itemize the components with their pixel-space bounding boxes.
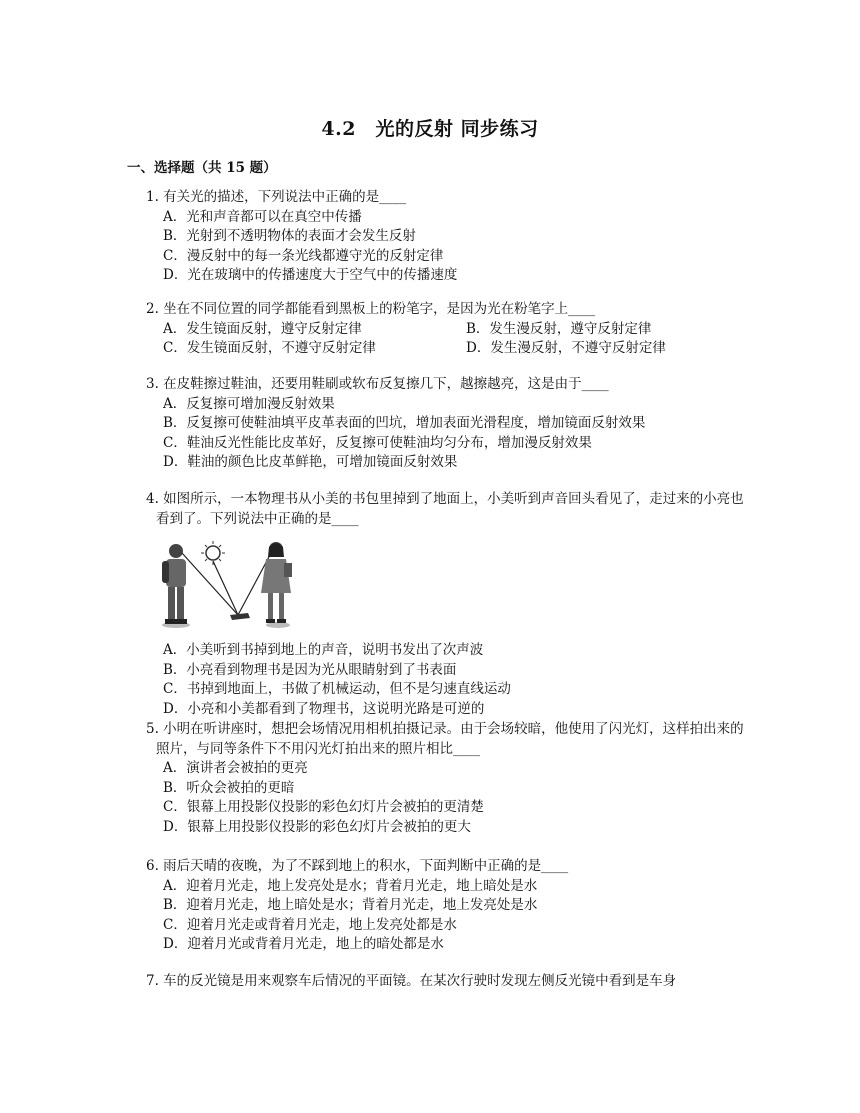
option-d: D．迎着月光或背着月光走，地上的暗处都是水 bbox=[163, 936, 444, 952]
option-c: C．鞋油反光性能比皮革好，反复擦可使鞋油均匀分布，增加漫反射效果 bbox=[163, 434, 592, 451]
option-d: D．发生漫反射，不遵守反射定律 bbox=[466, 340, 666, 356]
option-b: B．迎着月光走，地上暗处是水；背着月光走，地上发亮处是水 bbox=[163, 897, 538, 913]
question-stem: 3. 在皮鞋擦过鞋油，还要用鞋刷或软布反复擦几下，越擦越亮，这是由于____ bbox=[146, 376, 609, 392]
option-c: C．漫反射中的每一条光线都遵守光的反射定律 bbox=[163, 247, 444, 264]
option-b: B．小亮看到物理书是因为光从眼睛射到了书表面 bbox=[163, 661, 457, 678]
option-a: A．反复擦可增加漫反射效果 bbox=[163, 395, 335, 412]
question-7 bbox=[146, 972, 746, 992]
option-d: D．银幕上用投影仪投影的彩色幻灯片会被拍的更大 bbox=[163, 818, 471, 835]
option-list bbox=[146, 877, 746, 955]
question-stem: 7. 车的反光镜是用来观察车后情况的平面镜。在某次行驶时发现左侧反光镜中看到是车身 bbox=[146, 973, 677, 989]
question-figure bbox=[158, 539, 308, 631]
option-d: D．光在玻璃中的传播速度大于空气中的传播速度 bbox=[163, 267, 458, 283]
option-d: D．小亮和小美都看到了物理书，这说明光路是可逆的 bbox=[163, 700, 485, 717]
option-a: A．演讲者会被拍的更亮 bbox=[163, 760, 308, 776]
question-stem: 5. 小明在听讲座时，想把会场情况用相机拍摄记录。由于会场较暗，他使用了闪光灯，这样拍出来的照片，与同等条件下不用闪光灯拍出来的照片相比____ bbox=[146, 721, 744, 757]
option-d: D．鞋油的颜色比皮革鲜艳，可增加镜面反射效果 bbox=[163, 454, 458, 470]
option-list bbox=[146, 759, 746, 837]
question-4 bbox=[146, 490, 746, 719]
section-heading: 一、选择题（共 15 题） bbox=[127, 160, 277, 176]
option-a: A．发生镜面反射，遵守反射定律 bbox=[163, 320, 362, 337]
question-5 bbox=[146, 720, 746, 837]
option-c: C．书掉到地面上，书做了机械运动，但不是匀速直线运动 bbox=[163, 681, 511, 697]
question-1 bbox=[146, 188, 746, 286]
option-list bbox=[146, 395, 746, 473]
question-3 bbox=[146, 375, 746, 473]
question-2 bbox=[146, 300, 746, 359]
option-list bbox=[146, 641, 746, 719]
question-6 bbox=[146, 857, 746, 955]
illustration-image bbox=[158, 539, 308, 631]
option-a: A．小美听到书掉到地上的声音，说明书发出了次声波 bbox=[163, 642, 484, 658]
option-c: C．迎着月光走或背着月光走，地上发亮处都是水 bbox=[163, 916, 457, 933]
option-a: A．光和声音都可以在真空中传播 bbox=[163, 208, 362, 225]
option-b: B．听众会被拍的更暗 bbox=[163, 779, 295, 796]
option-list bbox=[146, 208, 746, 286]
question-stem: 6. 雨后天晴的夜晚，为了不踩到地上的积水，下面判断中正确的是____ bbox=[146, 858, 569, 874]
question-stem: 1. 有关光的描述，下列说法中正确的是____ bbox=[146, 189, 407, 205]
option-c: C．发生镜面反射，不遵守反射定律 bbox=[163, 340, 376, 356]
question-stem: 2. 坐在不同位置的同学都能看到黑板上的粉笔字，是因为光在粉笔字上____ bbox=[146, 301, 596, 317]
option-list bbox=[146, 320, 746, 359]
option-b: B．反复擦可使鞋油填平皮革表面的凹坑，增加表面光滑程度，增加镜面反射效果 bbox=[163, 415, 646, 431]
question-stem: 4. 如图所示，一本物理书从小美的书包里掉到了地面上，小美听到声音回头看见了，走过来的小亮也看到了。下列说法中正确的是____ bbox=[146, 491, 744, 527]
option-c: C．银幕上用投影仪投影的彩色幻灯片会被拍的更清楚 bbox=[163, 799, 484, 815]
page-title: 4.2 光的反射 同步练习 bbox=[321, 118, 539, 140]
option-a: A．迎着月光走，地上发亮处是水；背着月光走，地上暗处是水 bbox=[163, 877, 538, 894]
option-b: B．发生漫反射，遵守反射定律 bbox=[466, 320, 652, 337]
option-b: B．光射到不透明物体的表面才会发生反射 bbox=[163, 228, 416, 244]
